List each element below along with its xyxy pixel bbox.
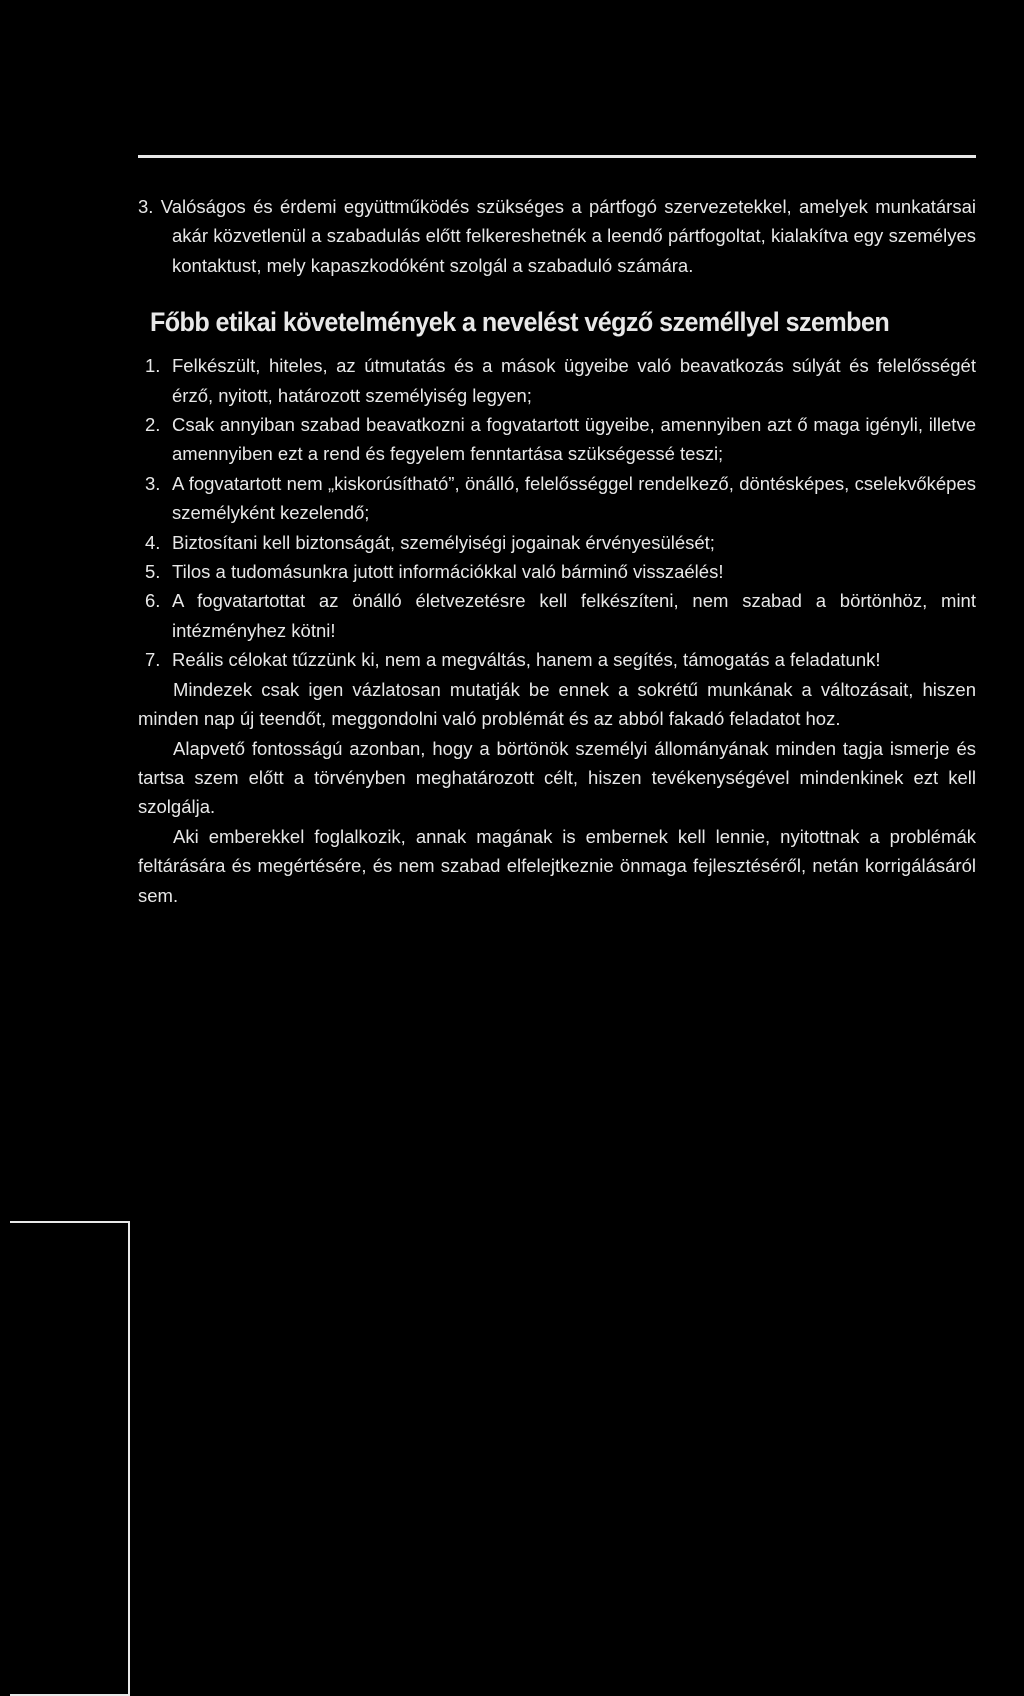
list-item <box>138 469 976 528</box>
list-item-number: 3. <box>145 472 161 494</box>
list-item <box>138 586 976 645</box>
list-item-number: 2. <box>145 414 161 436</box>
list-item-text: Csak annyiban szabad beavatkozni a fogvatartott ügyeibe, amennyiben azt ő maga igényli, illetve amennyiben ezt a rend és fegyelem fenntartása szükségessé teszi; <box>172 414 976 465</box>
top-horizontal-rule <box>138 155 976 158</box>
list-item-number: 4. <box>145 531 161 553</box>
intro-text: Valóságos és érdemi együttműködés szükséges a pártfogó szervezetekkel, amelyek munkatársai akár közvetlenül a szabadulás előtt felkereshetnék a leendő pártfogoltat, kialakítva egy személyes kontaktust, mely kapaszkodóként szolgál a szabaduló számára. <box>160 196 976 276</box>
list-item-number: 1. <box>145 355 161 377</box>
body-paragraph: Aki emberekkel foglalkozik, annak magának is embernek kell lennie, nyitottnak a problémák feltárására és megértésére, és nem szabad elfelejtkeznie önmaga fejlesztéséről, netán korrigálásáról sem. <box>138 825 976 906</box>
list-item <box>138 557 976 586</box>
list-item-text: A fogvatartott nem „kiskorúsítható”, önálló, felelősséggel rendelkező, döntésképes, cselekvőképes személyként kezelendő; <box>172 472 976 524</box>
body-paragraph: Mindezek csak igen vázlatosan mutatják be ennek a sokrétű munkának a változásait, hiszen minden nap új teendőt, meggondolni való problémát és az abból fakadó feladatot hoz. <box>138 678 976 730</box>
page-content <box>138 192 976 910</box>
list-item-text: Reális célokat tűzzünk ki, nem a megváltás, hanem a segítés, támogatás a feladatunk! <box>172 649 881 671</box>
list-item-text: Biztosítani kell biztonságát, személyiségi jogainak érvényesülését; <box>172 531 715 553</box>
list-item-number: 6. <box>145 590 161 612</box>
intro-number: 3. <box>138 196 154 217</box>
list-item <box>138 528 976 557</box>
corner-frame <box>10 1221 130 1696</box>
list-item <box>138 410 976 469</box>
body-paragraph: Alapvető fontosságú azonban, hogy a börtönök személyi állományának minden tagja ismerje és tartsa szem előtt a törvényben meghatározott célt, hiszen tevékenységével mindenkinek ezt kell szolgálja. <box>138 737 976 818</box>
list-item <box>138 645 976 674</box>
list-item-text: A fogvatartottat az önálló életvezetésre kell felkészíteni, nem szabad a börtönhöz, mint intézményhez kötni! <box>172 590 976 641</box>
list-item-number: 7. <box>145 649 161 671</box>
section-heading: Főbb etikai követelmények a nevelést végző személlyel szemben <box>150 307 890 338</box>
list-item-text: Tilos a tudomásunkra jutott információkkal való bárminő visszaélés! <box>172 561 724 583</box>
list-item-number: 5. <box>145 561 161 583</box>
list-item-text: Felkészült, hiteles, az útmutatás és a mások ügyeibe való beavatkozás súlyát és felelősségét érző, nyitott, határozott személyiség legyen; <box>172 355 976 406</box>
list-item <box>138 351 976 410</box>
intro-paragraph <box>138 192 976 280</box>
